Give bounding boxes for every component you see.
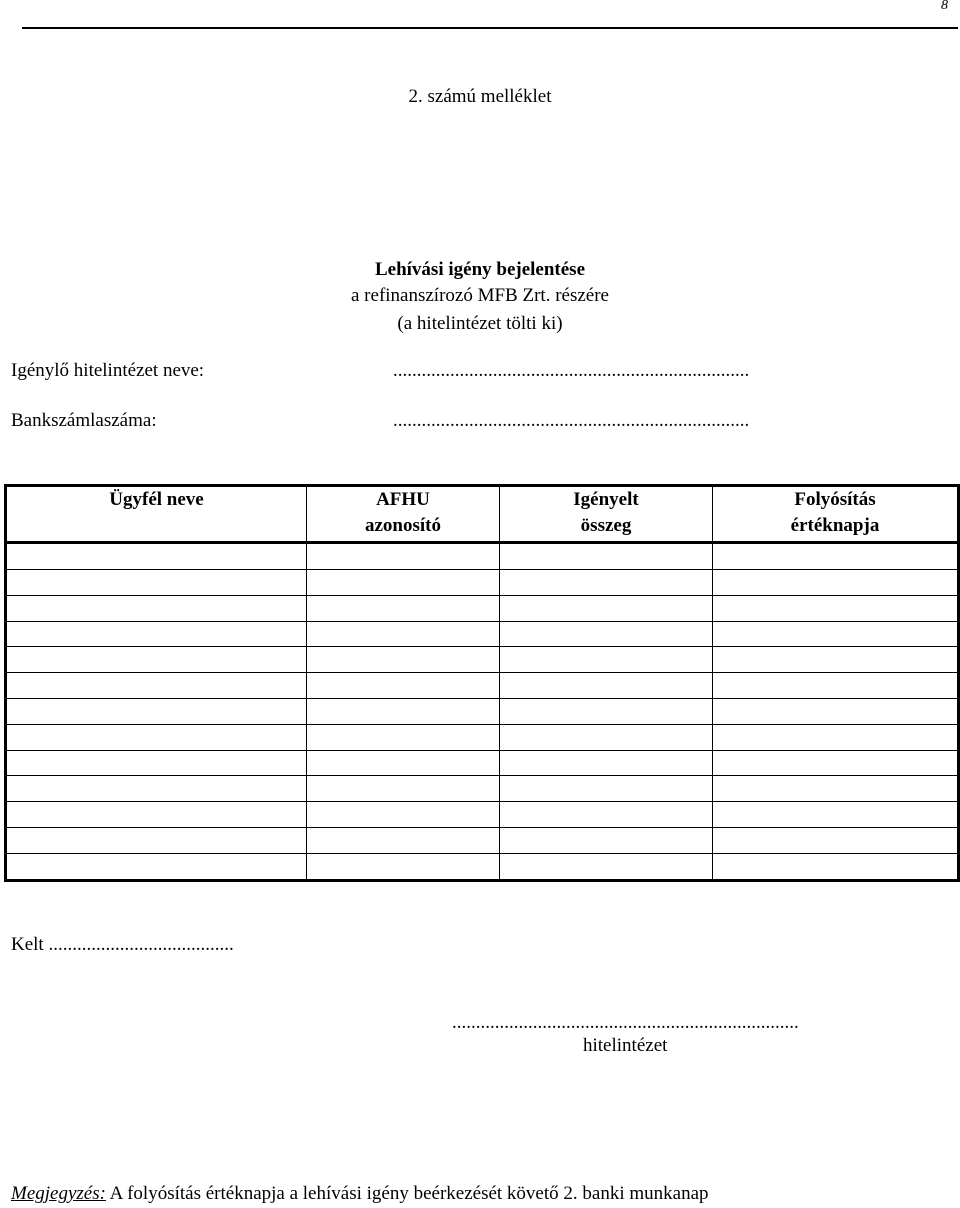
table-cell[interactable] [713, 647, 959, 673]
claims-table [4, 484, 960, 882]
page-number: 8 [941, 0, 948, 13]
column-header-text: értéknapja [790, 515, 880, 536]
table-row [6, 853, 959, 880]
table-body [6, 543, 959, 881]
table-cell[interactable] [713, 853, 959, 880]
table-cell[interactable] [713, 543, 959, 570]
table-cell[interactable] [307, 621, 500, 647]
account-number-label: Bankszámlaszáma: [11, 410, 157, 431]
table-cell[interactable] [500, 853, 713, 880]
fill-instruction: (a hitelintézet tölti ki) [397, 313, 563, 334]
table-row [6, 673, 959, 699]
table-row [6, 621, 959, 647]
table-cell[interactable] [307, 776, 500, 802]
table-cell[interactable] [307, 699, 500, 725]
column-header-client-name [6, 486, 307, 543]
table-cell[interactable] [713, 724, 959, 750]
table-cell[interactable] [713, 621, 959, 647]
table-row [6, 828, 959, 854]
column-header-text: Ügyfél neve [109, 489, 204, 510]
table-cell[interactable] [6, 647, 307, 673]
bank-name-label: Igénylő hitelintézet neve: [11, 360, 205, 381]
column-header-disbursement-value-date [713, 486, 959, 543]
table-cell[interactable] [6, 853, 307, 880]
table-row [6, 802, 959, 828]
bank-name-field[interactable]: ........................................................................... [393, 360, 750, 381]
table-cell[interactable] [500, 802, 713, 828]
table-header-row [6, 486, 959, 543]
form-title: Lehívási igény bejelentése [374, 259, 586, 280]
table-cell[interactable] [6, 802, 307, 828]
table-cell[interactable] [500, 543, 713, 570]
table-cell[interactable] [307, 724, 500, 750]
table-cell[interactable] [307, 673, 500, 699]
table-cell[interactable] [6, 776, 307, 802]
table-cell[interactable] [500, 776, 713, 802]
date-line[interactable]: Kelt ....................................... [11, 934, 234, 955]
table-cell[interactable] [713, 699, 959, 725]
table-cell[interactable] [6, 543, 307, 570]
table-row [6, 595, 959, 621]
table-cell[interactable] [500, 569, 713, 595]
table-cell[interactable] [713, 802, 959, 828]
column-header-afhu-id [307, 486, 500, 543]
table-row [6, 569, 959, 595]
footer-note [11, 1183, 709, 1205]
table-cell[interactable] [713, 776, 959, 802]
table-cell[interactable] [6, 569, 307, 595]
table-cell[interactable] [6, 750, 307, 776]
table-cell[interactable] [6, 828, 307, 854]
header-rule [22, 27, 958, 29]
column-header-text: AFHU [376, 489, 430, 510]
table-cell[interactable] [307, 569, 500, 595]
annex-label: 2. számú melléklet [408, 86, 552, 107]
column-header-text: összeg [580, 515, 632, 536]
table-cell[interactable] [500, 647, 713, 673]
table-cell[interactable] [6, 595, 307, 621]
table-cell[interactable] [307, 595, 500, 621]
table-cell[interactable] [6, 621, 307, 647]
table-cell[interactable] [307, 750, 500, 776]
table-row [6, 776, 959, 802]
note-text: A folyósítás értéknapja a lehívási igény beérkezését követő 2. banki munkanap [105, 1183, 709, 1204]
table-cell[interactable] [500, 595, 713, 621]
account-number-field[interactable]: ........................................................................... [393, 410, 750, 431]
table-cell[interactable] [6, 724, 307, 750]
table-cell[interactable] [713, 569, 959, 595]
table-cell[interactable] [6, 673, 307, 699]
column-header-text: azonosító [365, 515, 441, 536]
column-header-text: Folyósítás [794, 489, 876, 510]
table-row [6, 647, 959, 673]
table-cell[interactable] [500, 724, 713, 750]
table-cell[interactable] [307, 853, 500, 880]
table-row [6, 750, 959, 776]
table-cell[interactable] [500, 621, 713, 647]
table-cell[interactable] [500, 750, 713, 776]
table-cell[interactable] [713, 673, 959, 699]
table-cell[interactable] [6, 699, 307, 725]
table-cell[interactable] [713, 828, 959, 854]
table-row [6, 699, 959, 725]
table-cell[interactable] [307, 802, 500, 828]
table-cell[interactable] [500, 673, 713, 699]
table-cell[interactable] [713, 595, 959, 621]
table-row [6, 543, 959, 570]
table-cell[interactable] [307, 543, 500, 570]
column-header-text: Igényelt [573, 489, 639, 510]
column-header-requested-amount [500, 486, 713, 543]
table-cell[interactable] [307, 828, 500, 854]
note-label: Megjegyzés: [11, 1183, 106, 1204]
form-subtitle: a refinanszírozó MFB Zrt. részére [351, 285, 609, 306]
table-cell[interactable] [307, 647, 500, 673]
signature-line[interactable]: ......................................................................... [452, 1012, 799, 1033]
table-cell[interactable] [713, 750, 959, 776]
signature-label: hitelintézet [583, 1035, 668, 1056]
table-cell[interactable] [500, 699, 713, 725]
table-row [6, 724, 959, 750]
table-cell[interactable] [500, 828, 713, 854]
